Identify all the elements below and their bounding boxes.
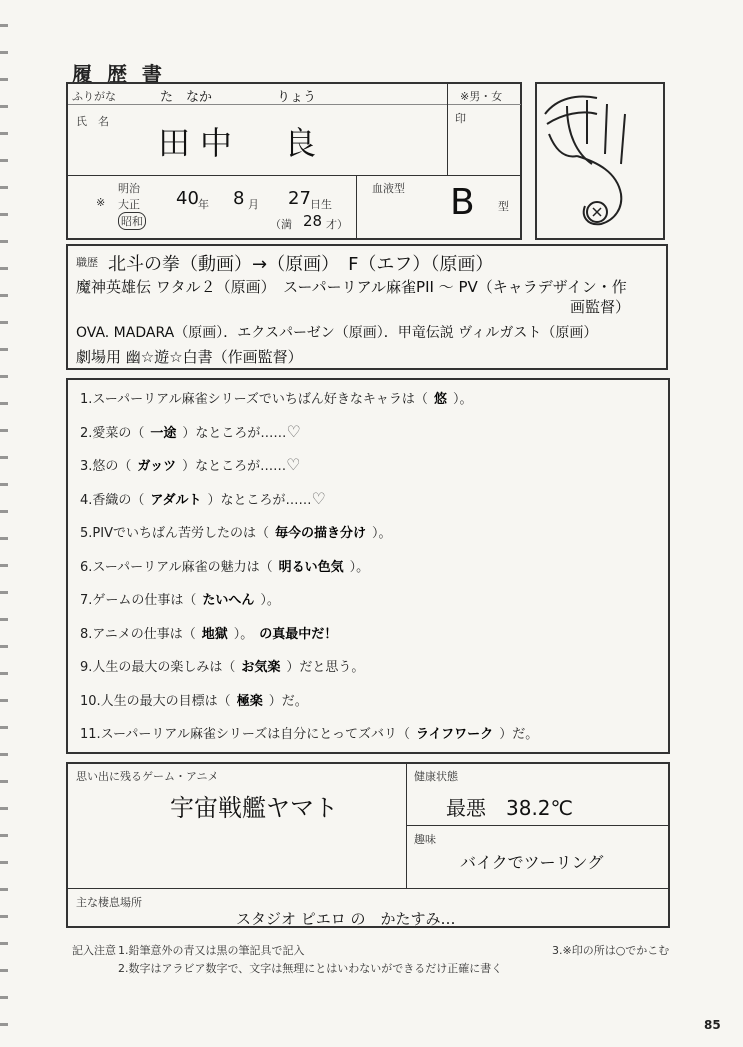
question-text-before: 3.悠の（ <box>80 459 132 474</box>
question-text-after: ）。 <box>260 593 280 608</box>
health-hobby-divider <box>406 825 670 826</box>
age-close: 才） <box>326 218 348 231</box>
career-label: 職歴 <box>76 256 98 269</box>
memory-value: 宇宙戦艦ヤマト <box>170 794 338 822</box>
question-answer: 一途 <box>150 425 177 441</box>
question-text-after: ）なところが…… <box>182 459 287 474</box>
seal-divider-vertical <box>447 82 448 176</box>
question-answer: 毎今の描き分け <box>274 526 366 541</box>
question-text-before: 2.愛菜の（ <box>80 425 145 441</box>
question-answer: アダルト <box>150 492 202 508</box>
question-row <box>80 623 343 642</box>
question-row <box>80 556 369 575</box>
question-text-after: ）だ。 <box>268 693 308 709</box>
heart-icon: ♡ <box>311 488 326 508</box>
question-row <box>80 455 301 474</box>
question-answer: たいへん <box>202 593 255 608</box>
birth-month: 8 <box>233 188 245 209</box>
career-line-5: 劇場用 幽☆遊☆白書（作画監督） <box>76 348 303 366</box>
birth-year-unit: 年 <box>198 198 209 211</box>
hobby-label: 趣味 <box>414 833 436 846</box>
seal-label: 印 <box>455 112 466 125</box>
question-text-after: ）。 <box>372 526 392 541</box>
question-row <box>80 723 538 742</box>
sex-label: ※男・女 <box>460 90 503 103</box>
career-line-4: OVA. MADARA（原画）．エクスパーゼン（原画）．甲竜伝説 ヴィルガスト（原画） <box>76 325 598 341</box>
question-text-after: ）。 <box>233 626 254 642</box>
question-text-before: 8.アニメの仕事は（ <box>80 626 196 642</box>
question-row <box>80 656 364 675</box>
memory-label: 思い出に残るゲーム・アニメ <box>76 770 219 783</box>
question-row <box>80 422 301 441</box>
era-taisho: 大正 <box>118 198 140 211</box>
question-text-before: 11.スーパーリアル麻雀シリーズは自分にとってズバリ（ <box>80 727 410 742</box>
hobby-value: バイクでツーリング <box>460 853 604 872</box>
era-showa: 昭和 <box>118 212 146 230</box>
name-value: 田中 良 <box>158 124 327 162</box>
question-answer: 地獄 <box>201 626 228 642</box>
career-line-2: 魔神英雄伝 ワタル２（原画） スーパーリアル麻雀PII 〜 PV（キャラデザイン・作 <box>76 278 627 296</box>
habitat-label: 主な棲息場所 <box>76 896 142 909</box>
question-text-after: ）だと思う。 <box>286 660 365 675</box>
birth-day-unit: 日生 <box>310 198 332 211</box>
question-row <box>80 388 472 407</box>
birth-mark: ※ <box>96 196 106 209</box>
question-extra-note: の真最中だ！ <box>259 626 338 642</box>
health-value: 最悪 38.2℃ <box>446 796 573 820</box>
question-text-before: 4.香織の（ <box>80 492 145 508</box>
page-number: 85 <box>704 1018 721 1032</box>
question-text-after: ）なところが…… <box>207 492 312 508</box>
self-portrait-sketch <box>537 84 663 238</box>
habitat-divider <box>66 888 670 889</box>
question-text-before: 10.人生の最大の目標は（ <box>80 693 231 709</box>
age-open: （満 <box>270 218 292 231</box>
birth-year: 40 <box>176 188 199 209</box>
question-row <box>80 522 392 541</box>
heart-icon: ♡ <box>286 455 301 474</box>
question-text-before: 5.PIVでいちばん苦労したのは（ <box>80 526 269 541</box>
question-text-after: ）。 <box>452 392 473 407</box>
question-text-after: ）だ。 <box>499 727 539 742</box>
blood-divider-vertical <box>356 175 357 239</box>
career-line-1: 北斗の拳（動画）→（原画） F（エフ）（原画） <box>108 254 494 275</box>
birth-day: 27 <box>288 188 311 209</box>
question-answer: ライフワーク <box>415 727 494 742</box>
health-label: 健康状態 <box>414 770 458 783</box>
blood-value: B <box>450 182 475 223</box>
seal-sub-divider <box>448 104 521 105</box>
question-answer: お気楽 <box>241 660 281 675</box>
question-text-before: 9.人生の最大の楽しみは（ <box>80 660 236 675</box>
birth-divider <box>66 175 522 176</box>
question-row <box>80 690 308 709</box>
blood-label: 血液型 <box>372 182 405 195</box>
question-text-before: 1.スーパーリアル麻雀シリーズでいちばん好きなキャラは（ <box>80 392 428 407</box>
bottom-box <box>66 762 670 928</box>
question-answer: 明るい色気 <box>278 559 344 575</box>
question-text-after: ）なところが…… <box>182 425 287 441</box>
question-row <box>80 489 326 508</box>
binding-edge <box>0 0 8 1047</box>
question-row <box>80 589 280 608</box>
name-label: 氏 名 <box>76 115 109 128</box>
birth-month-unit: 月 <box>248 198 259 211</box>
age-value: 28 <box>303 212 323 230</box>
question-answer: 悠 <box>433 392 447 407</box>
question-text-after: ）。 <box>349 559 370 575</box>
question-answer: ガッツ <box>137 459 177 474</box>
note-1: 1.鉛筆意外の青又は黒の筆記具で記入 <box>118 944 305 957</box>
heart-icon: ♡ <box>286 421 301 441</box>
career-line-3: 画監督） <box>570 298 631 316</box>
question-text-before: 6.スーパーリアル麻雀の魅力は（ <box>80 559 273 575</box>
note-2: 2.数字はアラビア数字で、文字は無理にとはいわないができるだけ正確に書く <box>118 962 503 975</box>
era-meiji: 明治 <box>118 182 140 195</box>
blood-unit: 型 <box>498 200 509 213</box>
document-title: 履 歴 書 <box>72 62 166 86</box>
question-answer: 極楽 <box>236 693 263 709</box>
habitat-value: スタジオ ピエロ の かたすみ… <box>236 910 456 928</box>
notes-title: 記入注意 <box>72 944 116 957</box>
furigana-value: た なか りょう <box>160 90 317 105</box>
furigana-label: ふりがな <box>72 90 116 103</box>
note-3: 3.※印の所は○でかこむ <box>552 944 670 957</box>
question-text-before: 7.ゲームの仕事は（ <box>80 593 197 608</box>
